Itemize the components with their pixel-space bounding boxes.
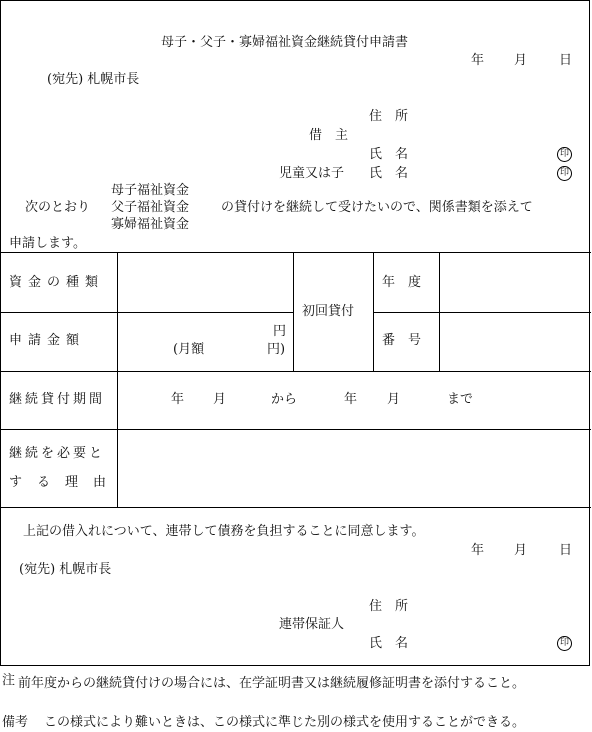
period-year: 年 — [344, 392, 358, 407]
table-top-line — [1, 252, 591, 253]
seal-icon: 印 — [557, 166, 572, 181]
table-line — [1, 371, 591, 372]
table-line — [373, 312, 591, 313]
remark-label: 備考 — [2, 715, 29, 730]
child-name-label: 氏 名 — [369, 166, 409, 181]
request-text: の貸付けを継続して受けたいので、関係書類を添えて — [221, 200, 533, 215]
borrower-group-label: 借 主 — [309, 128, 349, 143]
table-bottom-line — [1, 507, 591, 508]
number-label: 番 号 — [382, 333, 422, 348]
guarantor-addressee: (宛先) 札幌市長 — [19, 562, 112, 577]
child-label: 児童又は子 — [279, 166, 345, 181]
note-label: 注 — [2, 673, 16, 688]
date-month: 月 — [514, 543, 528, 558]
period-until: まで — [447, 392, 474, 407]
guarantor-agreement: 上記の借入れについて、連帯して債務を負担することに同意します。 — [23, 524, 425, 539]
reason-label: 継続を必要と — [9, 446, 106, 461]
note-text: 前年度からの継続貸付けの場合には、在学証明書又は継続履修証明書を添付すること。 — [18, 676, 526, 691]
monthly-label: (月額 — [173, 342, 205, 357]
period-month: 月 — [387, 392, 401, 407]
yen-label: 円 — [273, 324, 287, 339]
table-column-line — [117, 252, 118, 507]
seal-icon: 印 — [557, 147, 572, 162]
form-title: 母子・父子・寡婦福祉資金継続貸付申請書 — [161, 35, 409, 50]
monthly-yen-label: 円) — [267, 342, 286, 357]
date-year: 年 — [471, 543, 485, 558]
borrower-address-label: 住 所 — [369, 109, 409, 124]
guarantor-label: 連帯保証人 — [279, 617, 345, 632]
period-month: 月 — [213, 392, 227, 407]
date-day: 日 — [559, 53, 573, 68]
borrower-name-label: 氏 名 — [369, 147, 409, 162]
remark-text: この様式により難いときは、この様式に準じた別の様式を使用することができる。 — [44, 715, 526, 730]
request-text-end: 申請します。 — [9, 236, 86, 251]
guarantor-name-label: 氏 名 — [369, 636, 409, 651]
fund-type-option: 寡婦福祉資金 — [111, 217, 190, 232]
addressee: (宛先) 札幌市長 — [47, 72, 140, 87]
period-year: 年 — [171, 392, 185, 407]
fund-type-option: 母子福祉資金 — [111, 183, 190, 198]
reason-label: する理由 — [9, 475, 122, 490]
date-year: 年 — [471, 53, 485, 68]
fund-type-label: 資金の種類 — [9, 275, 105, 290]
table-column-line — [373, 252, 374, 371]
table-line — [1, 429, 591, 430]
guarantor-address-label: 住 所 — [369, 599, 409, 614]
date-month: 月 — [514, 53, 528, 68]
table-line — [1, 312, 293, 313]
table-column-line — [293, 252, 294, 371]
fiscal-year-label: 年 度 — [382, 275, 422, 290]
fund-type-option: 父子福祉資金 — [111, 200, 190, 215]
seal-icon: 印 — [557, 636, 572, 651]
table-column-line — [439, 252, 440, 371]
period-from: から — [271, 392, 298, 407]
first-loan-label: 初回貸付 — [302, 304, 355, 319]
period-label: 継続貸付期間 — [9, 392, 106, 407]
request-lead: 次のとおり — [25, 200, 91, 215]
amount-label: 申請金額 — [9, 333, 86, 348]
date-day: 日 — [559, 543, 573, 558]
